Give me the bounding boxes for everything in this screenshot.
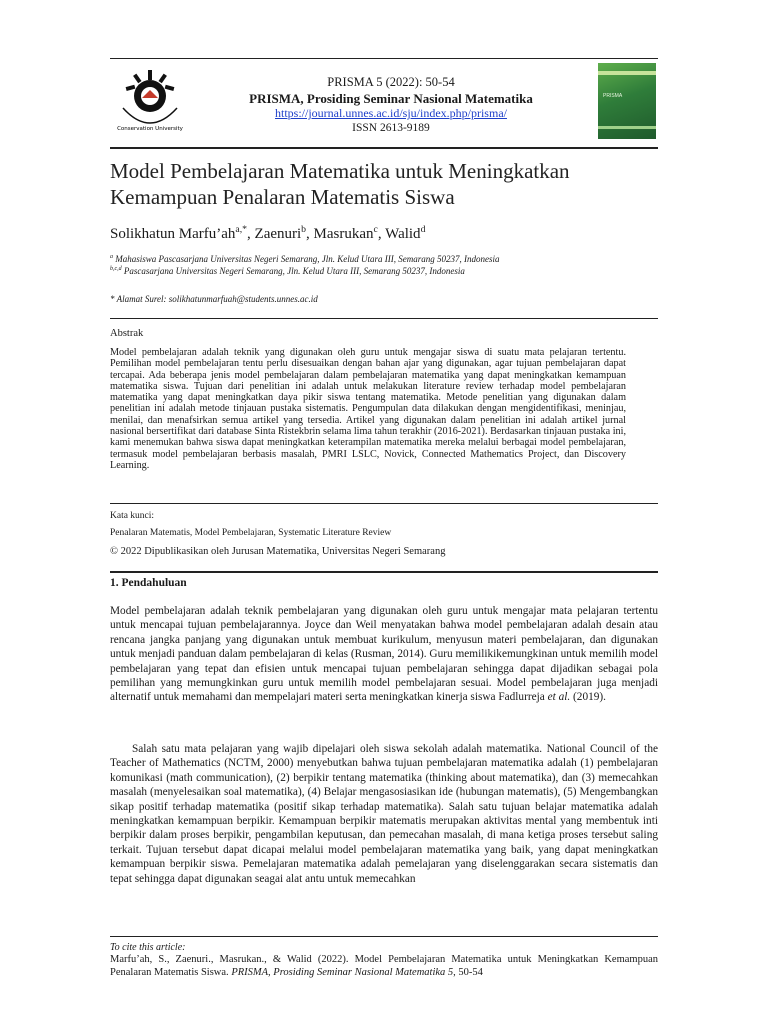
journal-url-link[interactable]: https://journal.unnes.ac.id/sju/index.php/prisma/ [275,106,507,120]
header-top-rule [110,58,658,59]
footer-rule [110,936,658,937]
keywords-rule [110,503,658,504]
author-list: Solikhatun $Marfu’ah^{a,*}$, Zaenuri$^b$, Masrukan$^c$, Walid$^d$ [110,224,426,242]
journal-cover-image: PRISMA [598,63,656,139]
author-name: Solikhatun Marfu’ah [110,226,236,242]
body-paragraph-2: Salah satu mata pelajaran yang wajib dipelajari oleh siswa sekolah adalah matematika. National Council of the Teacher of Mathematics (NCTM, 2000) menyebutkan bahwa tujuan pembelajaran matematika adalah (1) pembelajaran komunikasi (math communication), (2) berpikir tentang matematika (thinking about matematika), dan (3) memecahkan masalah (menyelesaikan soal matematika), (4) Belajar mengasosiasikan ide (hubungan matematis), (5) Mengembangkan sikap positif terhadap matematika (positif sikap terhadap matematika). Salah satu tujuan belajar matematika adalah meningkatkan kemampuan berpikir. Kemampuan berpikir matematis merupakan aktivitas mental yang membentuk inti berpikir dalam proses berpikir, pengambilan keputusan, dan pemecahan masalah, di mana ketiga proses tersebut saling terkait. Tujuan tersebut dapat dicapai melalui model pembelajaran matematika yang baik, yang dapat meningkatkan kemampuan berpikir siswa. Pemelajaran matematika adalah pemelajaran yang diselenggarakan secara sistematis dan tepat sehingga dapat digunakan seagai alat antu untuk memecahkan [110,743,658,885]
author-name: Masrukan [313,226,374,242]
author-name: Walid [385,226,421,242]
body-paragraph-1: Model pembelajaran adalah teknik pembelajaran yang digunakan oleh guru untuk mengajar mata pelajaran tertentu untuk mencapai tujuan pembelajarannya. Joyce dan Weil menyatakan bahwa model pembelajaran adalah desain atau rencana jangka panjang yang digunakan untuk membuat kurikulum, menyusun materi pembelajaran, dan digunakan untuk menjadi panduan dalam pembelajaran di kelas (Rusman, 2014). Guru memilikikemungkinan untuk memilih model pembelajaran yang tepat dan efisien untuk mencapai tujuan pembelajaran sehingga dapat dijadikan sebagai pola pemilihan yang memungkinkan guru untuk memilih model pembelajaran sesuai. Model pembelajaran juga menjadi alternatif untuk memahami dan mempelajari materi serta meningkatkan kinerja siswa Fadlurreja et al. (2019). [110,605,658,704]
paper-title: Model Pembelajaran Matematika untuk Meningkatkan Kemampuan Penalaran Matematis Siswa [110,159,570,209]
abstract-heading: Abstrak [110,328,144,339]
journal-title: PRISMA, Prosiding Seminar Nasional Matematika [249,91,533,106]
section-heading: 1. Pendahuluan [110,577,187,589]
citation-heading: To cite this article: [110,942,186,953]
journal-citation-line: PRISMA 5 (2022): 50-54 [327,75,455,89]
corresponding-email: * Alamat Surel: solikhatunmarfuah@students.unnes.ac.id [110,294,318,304]
copyright-notice: © 2022 Dipublikasikan oleh Jurusan Matematika, Universitas Negeri Semarang [110,546,446,557]
keywords-heading: Kata kunci: [110,511,155,521]
section-rule [110,571,658,573]
citation-text: Marfu’ah, S., Zaenuri., Masrukan., & Walid (2022). Model Pembelajaran Matematika untuk Meningkatkan Kemampuan Penalaran Matematis Siswa. PRISMA, Prosiding Seminar Nasional Matematika 5, 50-54 [110,954,658,978]
journal-issn: ISSN 2613-9189 [352,122,430,134]
header-bottom-rule [110,147,658,149]
affiliation-a: $^a$ Mahasiswa Pascasarjana Universitas Negeri Semarang, Jln. Kelud Utara III, Semarang 50237, Indonesia [110,254,500,264]
svg-text:Conservation University: Conservation University [117,126,183,132]
abstract-text: Model pembelajaran adalah teknik yang digunakan oleh guru untuk mengajar siswa di suatu mata pelajaran tertentu. Pemilihan model pembelajaran tentu perlu disesuaikan dengan bahan ajar yang digunakan, agar tujuan pembelajaran dapat tercapai. Ada beberapa jenis model pembelajaran dalam pembelajaran matematika yang dapat meningkatkan kemampuan matematika siswa. Tujuan dari penelitian ini adalah untuk melakukan literature review terhadap model pembelajaran matematika yang dapat meningkatkan daya pikir siswa tentang matematika. Metode penelitian yang digunakan dalam penelitian ini adalah metode tinjauan pustaka sistematis. Pengumpulan data dilakukan dengan mengidentifikasi, meninjau, menilai, dan menafsirkan semua artikel yang tersedia. Artikel yang digunakan dalam penelitian ini adalah artikel jurnal nasional bersertifikat dari database Sinta Ristekbrin selama lima tahun terakhir (2016-2021). Berdasarkan tinjauan pustaka ini, kami menemukan bahwa siswa dapat meningkatkan keterampilan matematika mereka melalui berbagai model pembelajaran, termasuk model pembelajaran berbasis masalah, PMRI LSLC, Novick, Connected Mathematics Project, dan Discovery Learning. [110,347,626,471]
abstract-top-rule [110,318,658,319]
keywords-text: Penalaran Matematis, Model Pembelajaran, Systematic Literature Review [110,528,392,538]
author-name: Zaenuri [254,226,302,242]
affiliation-bcd: $^{b,c,d}$ Pascasarjana Universitas Negeri Semarang, Jln. Kelud Utara III, Semarang 50237, Indonesia [110,266,465,276]
university-logo [115,66,185,136]
